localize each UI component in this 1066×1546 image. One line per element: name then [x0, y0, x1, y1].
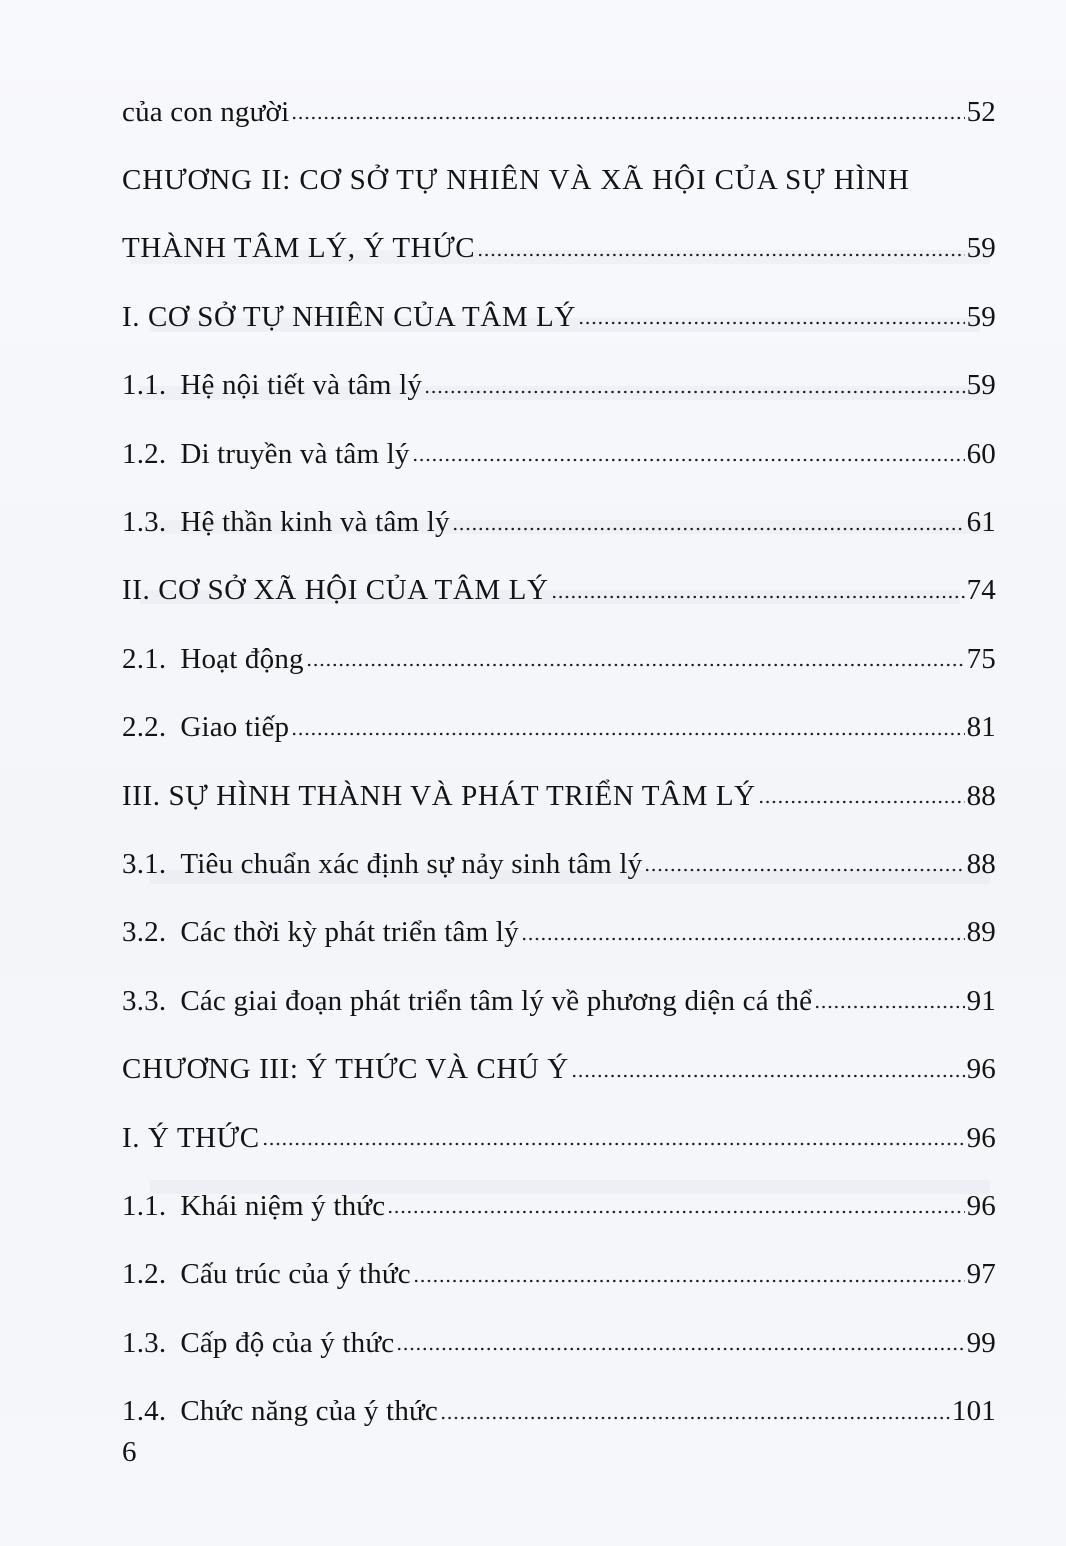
- toc-section-number: 3.3.: [122, 984, 167, 1017]
- toc-page-number: 96: [966, 1121, 996, 1154]
- toc-row: [122, 420, 996, 488]
- toc-row: [122, 1377, 996, 1445]
- toc-row: [122, 78, 996, 146]
- dot-leader: [521, 936, 965, 942]
- toc-row: [122, 967, 996, 1035]
- dot-leader: [644, 867, 964, 873]
- toc-row: [122, 830, 996, 898]
- page-number: 6: [122, 1436, 137, 1468]
- dot-leader: [578, 320, 965, 326]
- dot-leader: [551, 594, 965, 600]
- toc-entry-title: Hoạt động: [180, 642, 304, 675]
- toc-entry-title: của con người: [122, 95, 290, 128]
- toc-entry-title: Chức năng của ý thức: [180, 1395, 439, 1428]
- dot-leader: [440, 1415, 950, 1421]
- toc-page-number: 101: [951, 1395, 996, 1428]
- toc-section-number: 3.1.: [122, 847, 167, 880]
- toc-row: [122, 1104, 996, 1172]
- toc-section-number: 1.2.: [122, 1258, 167, 1291]
- toc-page-number: 74: [966, 574, 996, 607]
- toc-page-number: 81: [966, 711, 996, 744]
- toc-row: [122, 762, 996, 830]
- toc-section-number: 1.3.: [122, 506, 167, 539]
- toc-page-number: 88: [966, 779, 996, 812]
- toc-entry-title: CHƯƠNG II: CƠ SỞ TỰ NHIÊN VÀ XÃ HỘI CỦA SỰ HÌNH: [122, 164, 910, 197]
- toc-section-number: 1.1.: [122, 1189, 167, 1222]
- toc-page-number: 97: [966, 1258, 996, 1291]
- toc-section-number: 1.3.: [122, 1326, 167, 1359]
- toc-page-number: 99: [966, 1326, 996, 1359]
- toc-entry-title: Di truyền và tâm lý: [180, 437, 410, 470]
- toc-page-number: 75: [966, 642, 996, 675]
- dot-leader: [412, 457, 965, 463]
- toc-row: [122, 1241, 996, 1309]
- toc-page-number: 60: [966, 437, 996, 470]
- toc-row: [122, 1035, 996, 1103]
- toc-entry-title: Hệ nội tiết và tâm lý: [180, 369, 423, 402]
- dot-leader: [306, 662, 965, 668]
- dot-leader: [291, 115, 964, 121]
- toc-entry-title: Khái niệm ý thức: [180, 1189, 386, 1222]
- toc-page-number: 96: [966, 1053, 996, 1086]
- toc-page-number: 61: [966, 506, 996, 539]
- toc-row: [122, 899, 996, 967]
- toc-page-number: 59: [966, 300, 996, 333]
- toc-chapter-heading: [122, 146, 996, 214]
- toc-section-number: 3.2.: [122, 916, 167, 949]
- toc-entry-title: Các thời kỳ phát triển tâm lý: [180, 916, 519, 949]
- toc-row: [122, 1309, 996, 1377]
- toc-page-number: 88: [966, 847, 996, 880]
- toc-entry-title: THÀNH TÂM LÝ, Ý THỨC: [122, 232, 476, 265]
- dot-leader: [413, 1278, 965, 1284]
- dot-leader: [291, 731, 964, 737]
- toc-section-number: 1.1.: [122, 369, 167, 402]
- dot-leader: [396, 1346, 964, 1352]
- dot-leader: [477, 252, 964, 258]
- toc-entry-title: II. CƠ SỞ XÃ HỘI CỦA TÂM LÝ: [122, 574, 549, 607]
- dot-leader: [262, 1141, 965, 1147]
- toc-row: [122, 694, 996, 762]
- toc-page-number: 96: [966, 1189, 996, 1222]
- dot-leader: [452, 526, 965, 532]
- toc-entry-title: Cấp độ của ý thức: [180, 1326, 395, 1359]
- toc-section-number: 1.4.: [122, 1395, 167, 1428]
- toc-entry-title: III. SỰ HÌNH THÀNH VÀ PHÁT TRIỂN TÂM LÝ: [122, 779, 756, 812]
- toc-row: [122, 283, 996, 351]
- toc-row: [122, 557, 996, 625]
- toc-entry-title: Cấu trúc của ý thức: [180, 1258, 411, 1291]
- toc-entry-title: Giao tiếp: [180, 711, 290, 744]
- toc-page-number: 52: [966, 95, 996, 128]
- dot-leader: [758, 799, 965, 805]
- toc-entry-title: I. CƠ SỞ TỰ NHIÊN CỦA TÂM LÝ: [122, 300, 576, 333]
- dot-leader: [814, 1004, 964, 1010]
- toc-entry-title: CHƯƠNG III: Ý THỨC VÀ CHÚ Ý: [122, 1053, 569, 1086]
- toc-page-number: 59: [966, 369, 996, 402]
- toc-entry-title: Hệ thần kinh và tâm lý: [180, 506, 450, 539]
- table-of-contents: [122, 78, 996, 1446]
- toc-page-number: 59: [966, 232, 996, 265]
- dot-leader: [424, 389, 965, 395]
- toc-row: [122, 1172, 996, 1240]
- toc-row: [122, 215, 996, 283]
- dot-leader: [571, 1073, 965, 1079]
- toc-section-number: 2.1.: [122, 642, 167, 675]
- toc-page-number: 89: [966, 916, 996, 949]
- toc-entry-title: Các giai đoạn phát triển tâm lý về phương diện cá thể: [180, 984, 813, 1017]
- toc-section-number: 1.2.: [122, 437, 167, 470]
- dot-leader: [387, 1209, 964, 1215]
- toc-entry-title: Tiêu chuẩn xác định sự nảy sinh tâm lý: [180, 847, 643, 880]
- toc-row: [122, 352, 996, 420]
- toc-page-number: 91: [966, 984, 996, 1017]
- toc-row: [122, 625, 996, 693]
- toc-entry-title: I. Ý THỨC: [122, 1121, 260, 1154]
- toc-section-number: 2.2.: [122, 711, 167, 744]
- toc-row: [122, 488, 996, 556]
